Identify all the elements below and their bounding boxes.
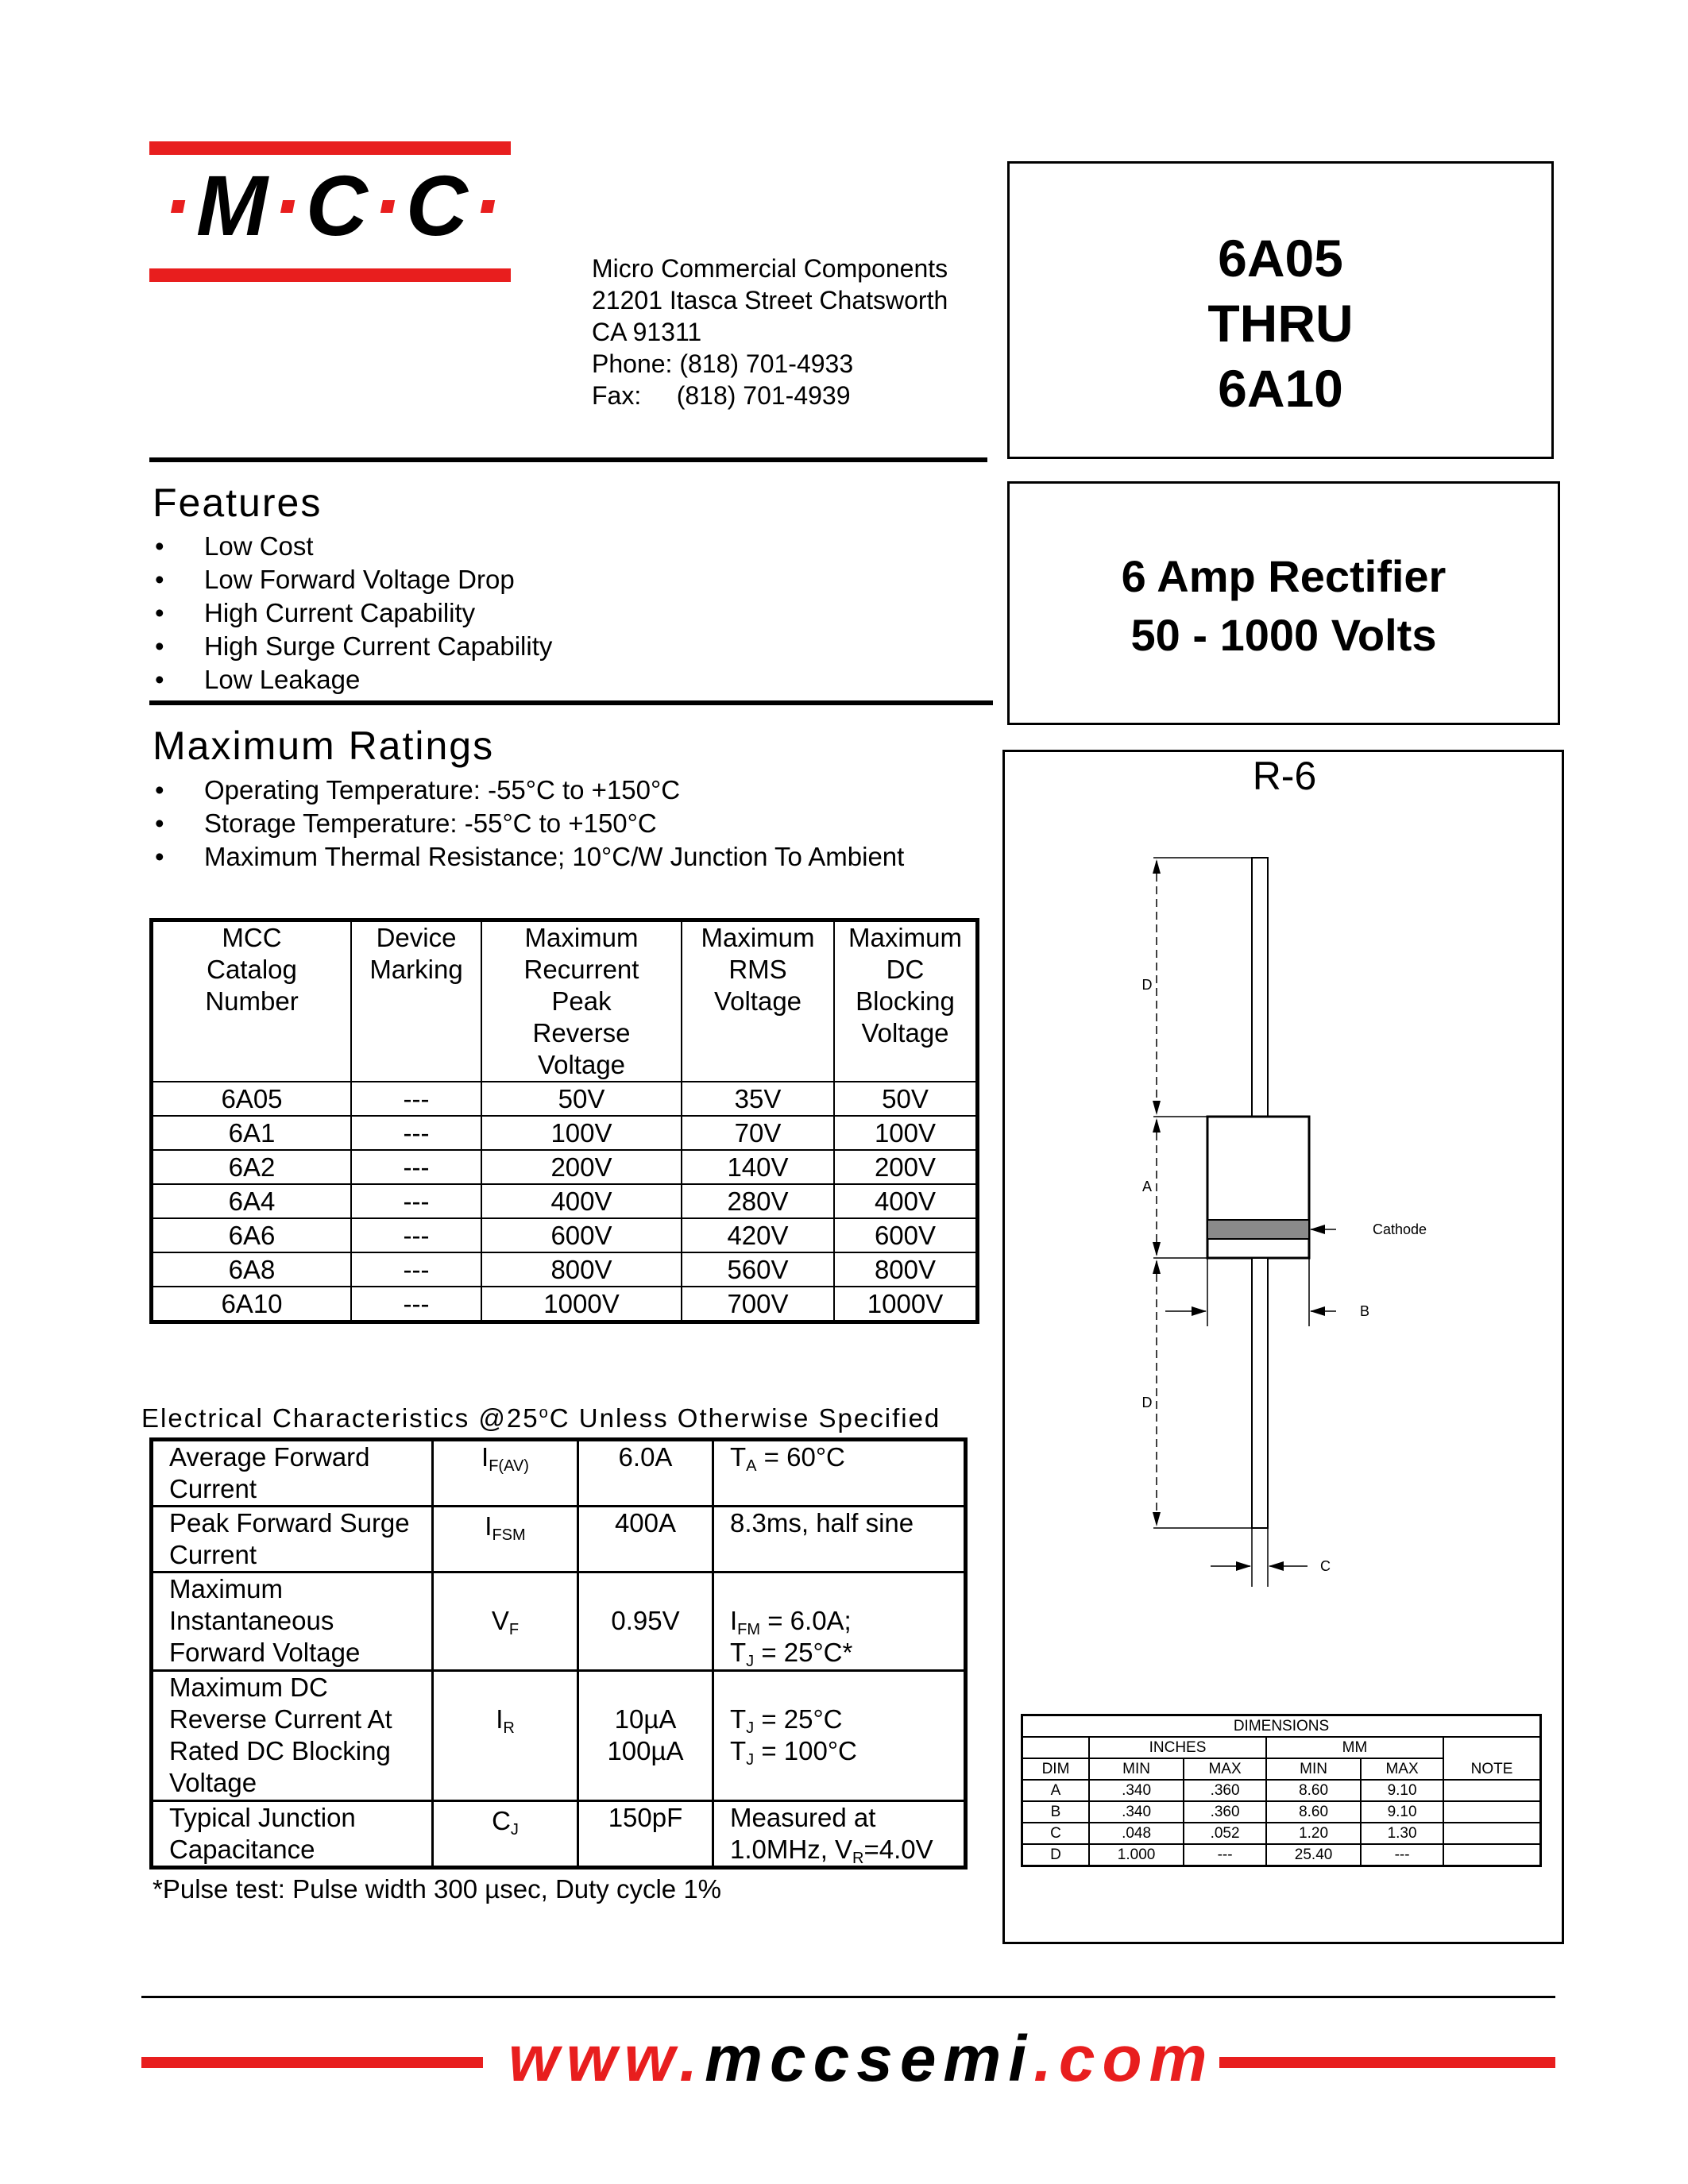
list-item: • Low Leakage	[155, 665, 361, 694]
param-cell: Maximum DC Reverse Current At Rated DC Blocking Voltage	[152, 1671, 433, 1801]
table-row: A .340 .360 8.60 9.10	[1022, 1780, 1541, 1801]
table-row: DIMENSIONS	[1022, 1715, 1541, 1738]
package-name: R-6	[1252, 754, 1317, 798]
footer-red-bar-right	[1219, 2057, 1555, 2068]
list-item: • Low Cost	[155, 531, 314, 561]
features-heading: Features	[153, 480, 323, 525]
electrical-characteristics-title: Electrical Characteristics @25$^o$C Unless Otherwise Specified	[141, 1403, 941, 1433]
part-first: 6A05	[1218, 229, 1343, 287]
value-cell: 0.95V	[578, 1572, 713, 1671]
table-row: C .048 .052 1.20 1.30	[1022, 1823, 1541, 1844]
label-d-bottom: D	[1141, 1395, 1153, 1410]
cathode-band	[1208, 1220, 1308, 1239]
top-lead	[1252, 858, 1268, 1133]
table-row: 6A1 --- 100V 70V 100V	[152, 1116, 978, 1150]
value-cell: 10µA 100µA	[578, 1671, 713, 1801]
list-item: • Operating Temperature: -55°C to +150°C	[155, 775, 681, 805]
logo-bar-bottom	[149, 268, 511, 282]
dimensions-table	[1021, 1714, 1542, 1867]
table-row: 6A6 --- 600V 420V 600V	[152, 1218, 978, 1252]
table-row: INCHES MM NOTE	[1022, 1737, 1541, 1758]
label-d-top: D	[1141, 977, 1153, 993]
label-cathode: Cathode	[1373, 1221, 1427, 1237]
table-row	[152, 1801, 966, 1868]
value-cell: 150pF	[578, 1801, 713, 1868]
col-catalog-number: MCC Catalog Number	[152, 920, 352, 1082]
table-row: DIM MIN MAX MIN MAX	[1022, 1758, 1541, 1780]
label-c: C	[1320, 1558, 1331, 1574]
table-row: 6A10 --- 1000V 700V 1000V	[152, 1287, 978, 1322]
max-ratings-heading: Maximum Ratings	[153, 723, 495, 768]
list-item: • Low Forward Voltage Drop	[155, 565, 515, 594]
condition-cell: $T_A = 60^\circ C$	[713, 1440, 966, 1507]
label-a: A	[1141, 1179, 1153, 1194]
param-cell: Average Forward Current	[152, 1440, 433, 1507]
col-device-marking: Device Marking	[351, 920, 481, 1082]
col-max-rms-voltage: Maximum RMS Voltage	[682, 920, 834, 1082]
table-row: D 1.000 --- 25.40 ---	[1022, 1844, 1541, 1866]
symbol-cell: $I_R$	[433, 1671, 578, 1801]
table-header-row	[152, 920, 978, 1082]
table-row	[152, 1671, 966, 1801]
condition-cell: 8.3ms, half sine	[713, 1507, 966, 1572]
condition-cell: $T_J = 25^\circ C$ $T_J = 100^\circ C$	[713, 1671, 966, 1801]
table-row: 6A05 --- 50V 35V 50V	[152, 1082, 978, 1116]
description-box	[1007, 481, 1560, 725]
address-line: Phone: (818) 701-4933	[592, 349, 854, 378]
part-last: 6A10	[1218, 359, 1343, 418]
symbol-cell: $C_J$	[433, 1801, 578, 1868]
pulse-test-footnote: *Pulse test: Pulse width 300 µsec, Duty cycle 1%	[153, 1874, 722, 1904]
symbol-cell: $I_{FSM}$	[433, 1507, 578, 1572]
condition-cell: $I_{FM} = 6.0A$; $T_J = 25^\circ C*$	[713, 1572, 966, 1671]
website-url[interactable]: www.mccsemi.com	[508, 2023, 1215, 2095]
table-row	[152, 1440, 966, 1507]
condition-cell: Measured at 1.0MHz, $V_R=4.0V$	[713, 1801, 966, 1868]
list-item: • High Current Capability	[155, 598, 476, 627]
ratings-table	[149, 918, 979, 1324]
value-cell: 6.0A	[578, 1440, 713, 1507]
table-row	[152, 1507, 966, 1572]
symbol-cell: $I_{F(AV)}$	[433, 1440, 578, 1507]
part-number-box	[1007, 161, 1554, 459]
table-row: B .340 .360 8.60 9.10	[1022, 1801, 1541, 1823]
mcc-logo: ·M·C·C·	[163, 157, 506, 253]
label-b: B	[1360, 1303, 1370, 1319]
list-item: • Maximum Thermal Resistance; 10°C/W Junction To Ambient	[155, 842, 905, 871]
param-cell: Maximum Instantaneous Forward Voltage	[152, 1572, 433, 1671]
param-cell: Typical Junction Capacitance	[152, 1801, 433, 1868]
footer-red-bar-left	[141, 2057, 483, 2068]
electrical-characteristics-table	[149, 1437, 968, 1870]
table-row: 6A2 --- 200V 140V 200V	[152, 1150, 978, 1184]
address-line: Micro Commercial Components	[592, 254, 948, 283]
value-cell: 400A	[578, 1507, 713, 1572]
features-list	[155, 530, 552, 696]
package-outline-drawing	[1002, 810, 1564, 1588]
table-row: 6A4 --- 400V 280V 400V	[152, 1184, 978, 1218]
footer-divider	[141, 1996, 1555, 1998]
logo-bar-top	[149, 141, 511, 155]
address-line: 21201 Itasca Street Chatsworth	[592, 286, 948, 314]
col-max-recurrent-peak-reverse-voltage: Maximum Recurrent Peak Reverse Voltage	[481, 920, 682, 1082]
max-ratings-list	[155, 774, 904, 874]
address-line: CA 91311	[592, 318, 702, 346]
col-max-dc-blocking-voltage: Maximum DC Blocking Voltage	[834, 920, 978, 1082]
list-item: • High Surge Current Capability	[155, 631, 553, 661]
bottom-lead	[1252, 1258, 1268, 1528]
description-line-1: 6 Amp Rectifier	[1121, 551, 1447, 601]
company-address	[592, 253, 948, 411]
part-thru: THRU	[1207, 294, 1354, 353]
list-item: • Storage Temperature: -55°C to +150°C	[155, 808, 657, 838]
description-line-2: 50 - 1000 Volts	[1130, 610, 1437, 660]
symbol-cell: $V_F$	[433, 1572, 578, 1671]
divider-top	[149, 457, 987, 462]
table-row: 6A8 --- 800V 560V 800V	[152, 1252, 978, 1287]
table-row	[152, 1572, 966, 1671]
address-line: Fax: (818) 701-4939	[592, 381, 851, 410]
param-cell: Peak Forward Surge Current	[152, 1507, 433, 1572]
divider-mid	[149, 700, 993, 705]
